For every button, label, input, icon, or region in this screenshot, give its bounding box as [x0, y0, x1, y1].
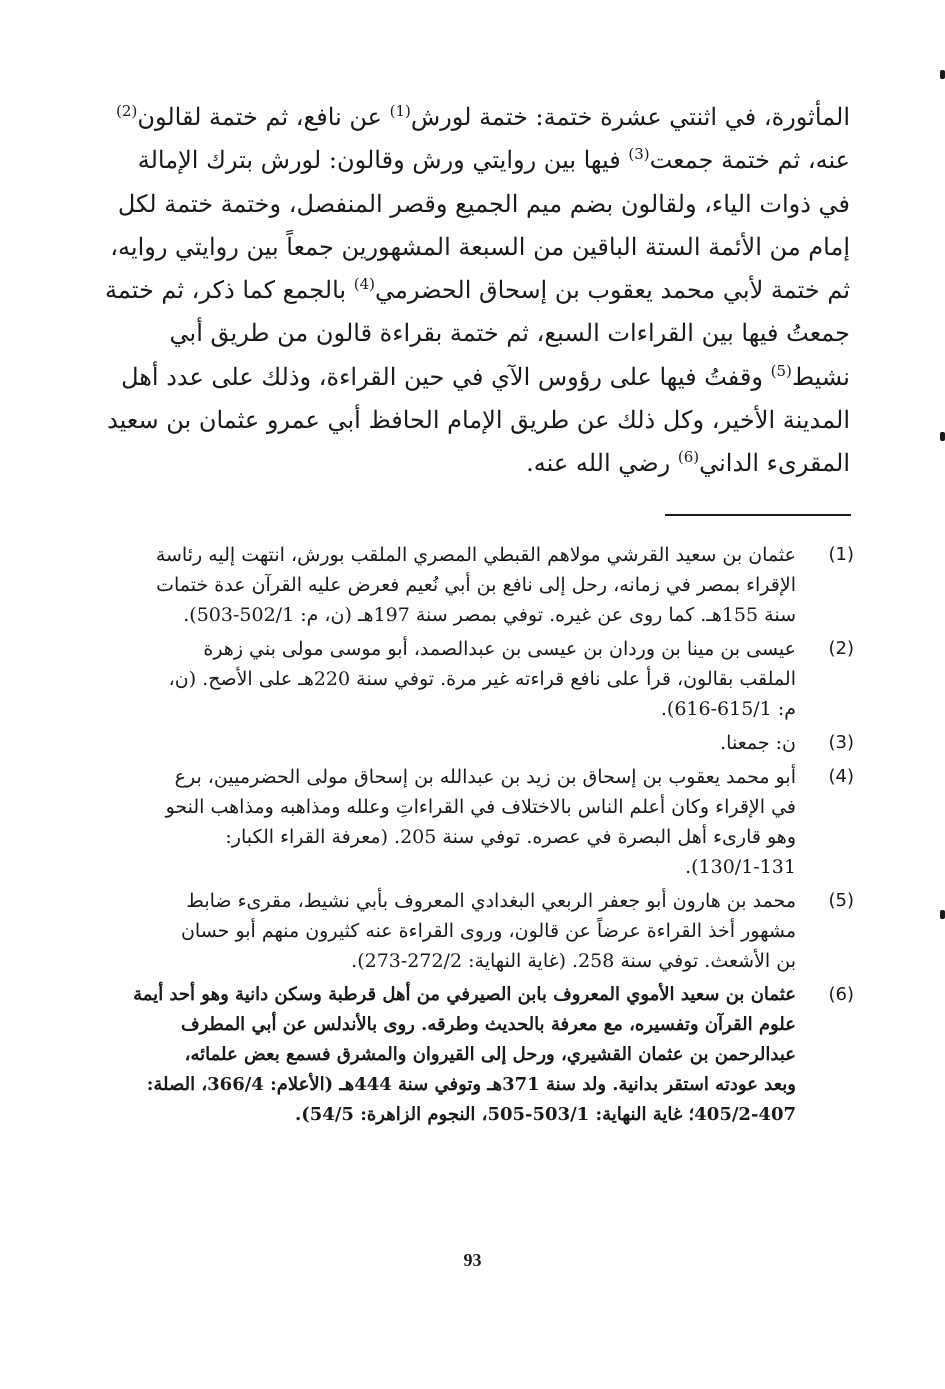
footnote-line: بن الأشعث. توفي سنة 258. (غاية النهاية: 272/2-273).	[351, 950, 796, 972]
footnote-line: سنة 155هـ. كما روى عن غيره. توفي بمصر سنة 197هـ (ن، م: 502/1-503).	[183, 604, 796, 626]
text-run: بالجمع كما ذكر، ثم ختمة	[104, 276, 354, 305]
text-run: نشيط	[791, 362, 850, 391]
main-text-line	[158, 312, 850, 355]
footnote	[158, 886, 854, 976]
main-text-line	[104, 269, 850, 312]
footnote-number: (3)	[828, 732, 854, 753]
footnote-number: (5)	[828, 890, 854, 911]
text-run: جمعتُ فيها بين القراءات السبع، ثم ختمة بقراءة قالون من طريق أبي	[169, 319, 850, 348]
footnote-line: عيسى بن مينا بن وردان بن عيسى بن عبدالصمد، أبو موسى مولى بني زهرة	[203, 638, 796, 660]
footnote-line: 130/1-131).	[685, 856, 796, 878]
footnote	[155, 540, 854, 630]
footnote-text	[158, 762, 796, 882]
main-text-line	[116, 96, 850, 139]
text-run: وقفتُ فيها على رؤوس الآي في حين القراءة، وذلك على عدد أهل	[121, 362, 771, 391]
footnote	[158, 728, 854, 758]
footnote-separator	[665, 514, 851, 516]
footnote-line: الملقب بقالون، قرأ على نافع قراءته غير مرة. توفي سنة 220هـ على الأصح. (ن،	[168, 668, 796, 690]
main-text-line	[110, 226, 850, 269]
footnote-line: م: 615/1-616).	[660, 698, 796, 720]
footnote-text	[158, 728, 796, 758]
footnote-number: (4)	[828, 766, 854, 787]
text-run: في ذوات الياء، ولقالون بضم ميم الجميع وقصر المنفصل، وختمة ختمة لكل	[117, 189, 850, 218]
text-run: عنه، ثم ختمة جمعت	[649, 146, 850, 175]
main-text-line	[121, 356, 850, 399]
text-run: المدينة الأخير، وكل ذلك عن طريق الإمام الحافظ أبي عمرو عثمان بن سعيد	[107, 406, 850, 435]
footnote	[158, 634, 854, 724]
footnote-text	[156, 540, 796, 630]
text-run: ثم ختمة لأبي محمد يعقوب بن إسحاق الحضرمي	[375, 276, 850, 305]
footnote-text	[158, 634, 796, 724]
footnote-line: أبو محمد يعقوب بن إسحاق بن زيد بن عبدالله بن إسحاق مولى الحضرميين، برع	[174, 766, 796, 788]
footnote-ref: (1)	[389, 102, 411, 120]
footnote-line: محمد بن هارون أبو جعفر الربعي البغدادي المعروف بأبي نشيط، مقرىء ضابط	[186, 890, 796, 912]
text-run: فيها بين روايتي ورش وقالون: لورش بترك الإمالة	[137, 146, 629, 175]
footnote-number: (1)	[828, 544, 854, 565]
main-text-line	[117, 183, 850, 226]
footnote-line: عثمان بن سعيد الأموي المعروف بابن الصيرفي من أهل قرطبة وسكن دانية وهو أحد أيمة	[133, 984, 796, 1005]
page-number: 93	[463, 1250, 482, 1270]
footnote-line: علوم القرآن وتفسيره، مع معرفة بالحديث وطرقه. روى بالأندلس عن أبي المطرف	[180, 1014, 796, 1035]
main-text	[104, 96, 850, 486]
footnote-ref: (6)	[677, 448, 700, 467]
footnote-line: وبعد عودته استقر بدانية. ولد سنة 371هـ وتوفي سنة 444هـ (الأعلام: 366/4، الصلة:	[146, 1074, 796, 1095]
margin-mark	[940, 910, 945, 919]
text-run: المأثورة، في اثنتي عشرة ختمة: ختمة لورش	[410, 103, 850, 131]
footnotes	[133, 540, 854, 1134]
footnote	[133, 980, 854, 1130]
main-text-line	[107, 399, 850, 442]
footnote-line: 405/2-407؛ غاية النهاية: 503/1-505، النجوم الزاهرة: 54/5).	[294, 1104, 796, 1125]
main-text-line	[158, 442, 850, 485]
text-run: رضي الله عنه.	[526, 449, 678, 478]
footnote-line: الإقراء بمصر في زمانه، رحل إلى نافع بن أبي نُعيم فعرض عليه القرآن عدة ختمات	[156, 574, 796, 596]
footnote-line: في الإقراء وكان أعلم الناس بالاختلاف في القراءاتِ وعلله ومذاهبه ومذاهب النحو	[165, 796, 796, 818]
footnote-line: وهو قارىء أهل البصرة في عصره. توفي سنة 205. (معرفة القراء الكبار:	[225, 826, 796, 848]
footnote-line: ن: جمعنا.	[720, 732, 796, 754]
footnote-ref: (3)	[628, 145, 650, 164]
footnote-text	[158, 886, 796, 976]
footnote-line: عثمان بن سعيد القرشي مولاهم القبطي المصري الملقب بورش، انتهت إليه رئاسة	[155, 544, 796, 566]
text-run: إمام من الأئمة الستة الباقين من السبعة المشهورين جمعاً بين روايتي روايه،	[110, 232, 850, 261]
footnote-ref: (2)	[116, 102, 138, 120]
margin-mark	[940, 432, 945, 441]
main-text-line	[137, 139, 850, 182]
footnote	[158, 762, 854, 882]
footnote-ref: (4)	[353, 275, 375, 294]
footnote-number: (2)	[828, 638, 854, 659]
footnote-ref: (5)	[770, 361, 792, 380]
footnote-line: مشهور أخذ القراءة عرضاً عن قالون، وروى القراءة عنه كثيرون منهم أبو حسان	[180, 920, 796, 942]
footnote-text	[133, 980, 796, 1130]
text-run: عن نافع، ثم ختمة لقالون	[137, 103, 390, 131]
footnote-line: عبدالرحمن بن عثمان القشيري، ورحل إلى القيروان والمشرق فسمع بعض علمائه،	[184, 1044, 796, 1065]
margin-mark	[940, 70, 945, 79]
text-run: المقرىء الداني	[699, 449, 850, 478]
footnote-number: (6)	[828, 984, 854, 1005]
